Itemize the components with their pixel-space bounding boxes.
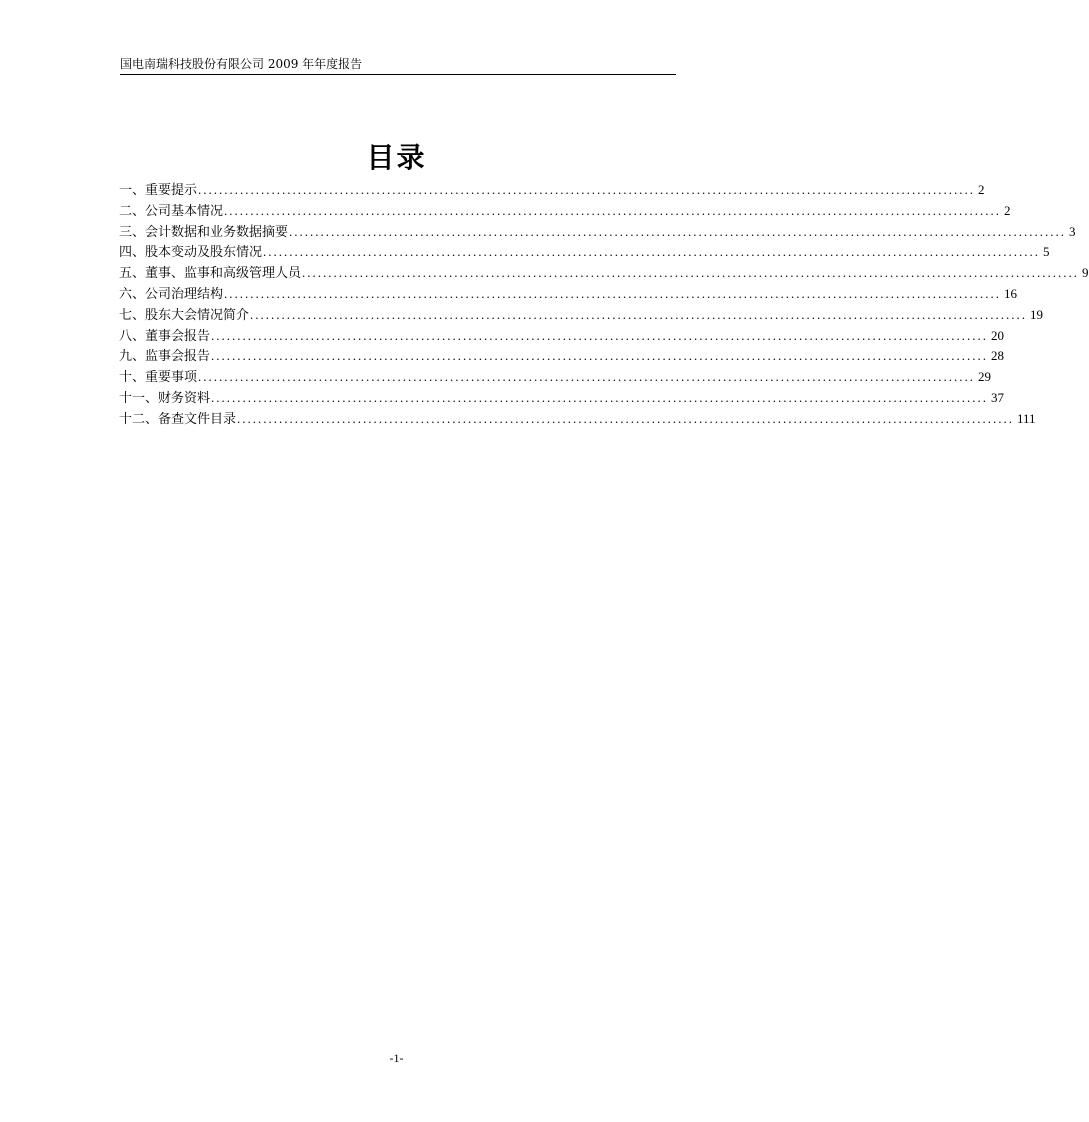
toc-dot-leader: ....................................................................................................................................................	[289, 223, 1067, 239]
toc-item-page: 2	[978, 182, 985, 197]
toc-item-governance[interactable]	[119, 284, 1018, 305]
toc-item-financial-summary[interactable]	[119, 222, 1076, 243]
toc-item-supervisory-report[interactable]	[119, 346, 1005, 367]
toc-item-page: 28	[991, 348, 1005, 364]
toc-item-label: 六、公司治理结构	[119, 286, 224, 302]
toc-item-directors[interactable]	[119, 263, 1089, 284]
header-title: 国电南瑞科技股份有限公司 2009 年年度报告	[120, 57, 363, 71]
toc-item-page: 37	[991, 389, 1005, 405]
toc-item-label: 一、重要提示	[119, 183, 198, 198]
toc-item-page: 20	[991, 327, 1005, 343]
toc-item-significant-events[interactable]	[119, 367, 992, 388]
toc-item-page: 5	[1043, 244, 1050, 260]
toc-item-label: 五、董事、监事和高级管理人员	[119, 266, 302, 282]
toc-item-reference-documents[interactable]	[119, 409, 1036, 430]
toc-item-label: 十一、财务资料	[119, 390, 211, 406]
toc-item-page: 9	[1082, 265, 1089, 281]
toc-item-shareholders-meeting[interactable]	[119, 305, 1044, 326]
toc-dot-leader: ....................................................................................................................................................	[198, 182, 976, 197]
toc-title: 目录	[366, 141, 427, 174]
toc-dot-leader: ....................................................................................................................................................	[211, 327, 989, 343]
toc-item-label: 十、重要事项	[119, 370, 198, 386]
toc-item-label: 九、监事会报告	[119, 349, 211, 365]
toc-dot-leader: ....................................................................................................................................................	[224, 202, 1002, 218]
toc-dot-leader: ....................................................................................................................................................	[302, 265, 1080, 281]
toc-dot-leader: ....................................................................................................................................................	[211, 348, 989, 364]
toc-dot-leader: ....................................................................................................................................................	[198, 369, 976, 385]
toc-item-label: 四、股本变动及股东情况	[119, 245, 263, 261]
toc-item-important-notice[interactable]	[119, 180, 985, 201]
toc-item-label: 十二、备查文件目录	[119, 411, 237, 427]
toc-item-board-report[interactable]	[119, 326, 1005, 347]
toc-item-page: 16	[1004, 285, 1018, 301]
toc-item-page: 29	[978, 369, 992, 385]
table-of-contents	[119, 180, 1089, 430]
toc-item-page: 111	[1017, 410, 1036, 426]
toc-dot-leader: ....................................................................................................................................................	[237, 410, 1015, 426]
page-header	[120, 56, 676, 75]
toc-item-company-info[interactable]	[119, 201, 1011, 222]
toc-dot-leader: ....................................................................................................................................................	[250, 306, 1028, 322]
toc-dot-leader: ....................................................................................................................................................	[211, 389, 989, 405]
toc-item-label: 八、董事会报告	[119, 328, 211, 344]
toc-item-financial-statements[interactable]	[119, 388, 1005, 409]
toc-item-label: 七、股东大会情况简介	[119, 307, 250, 323]
toc-item-page: 2	[1004, 202, 1011, 218]
toc-dot-leader: ....................................................................................................................................................	[263, 244, 1041, 260]
toc-item-label: 二、公司基本情况	[119, 203, 224, 219]
toc-dot-leader: ....................................................................................................................................................	[224, 285, 1002, 301]
toc-item-page: 19	[1030, 306, 1044, 322]
page-number: -1-	[389, 1051, 404, 1065]
toc-item-label: 三、会计数据和业务数据摘要	[119, 224, 289, 240]
toc-item-share-capital[interactable]	[119, 242, 1050, 263]
toc-item-page: 3	[1069, 223, 1076, 239]
